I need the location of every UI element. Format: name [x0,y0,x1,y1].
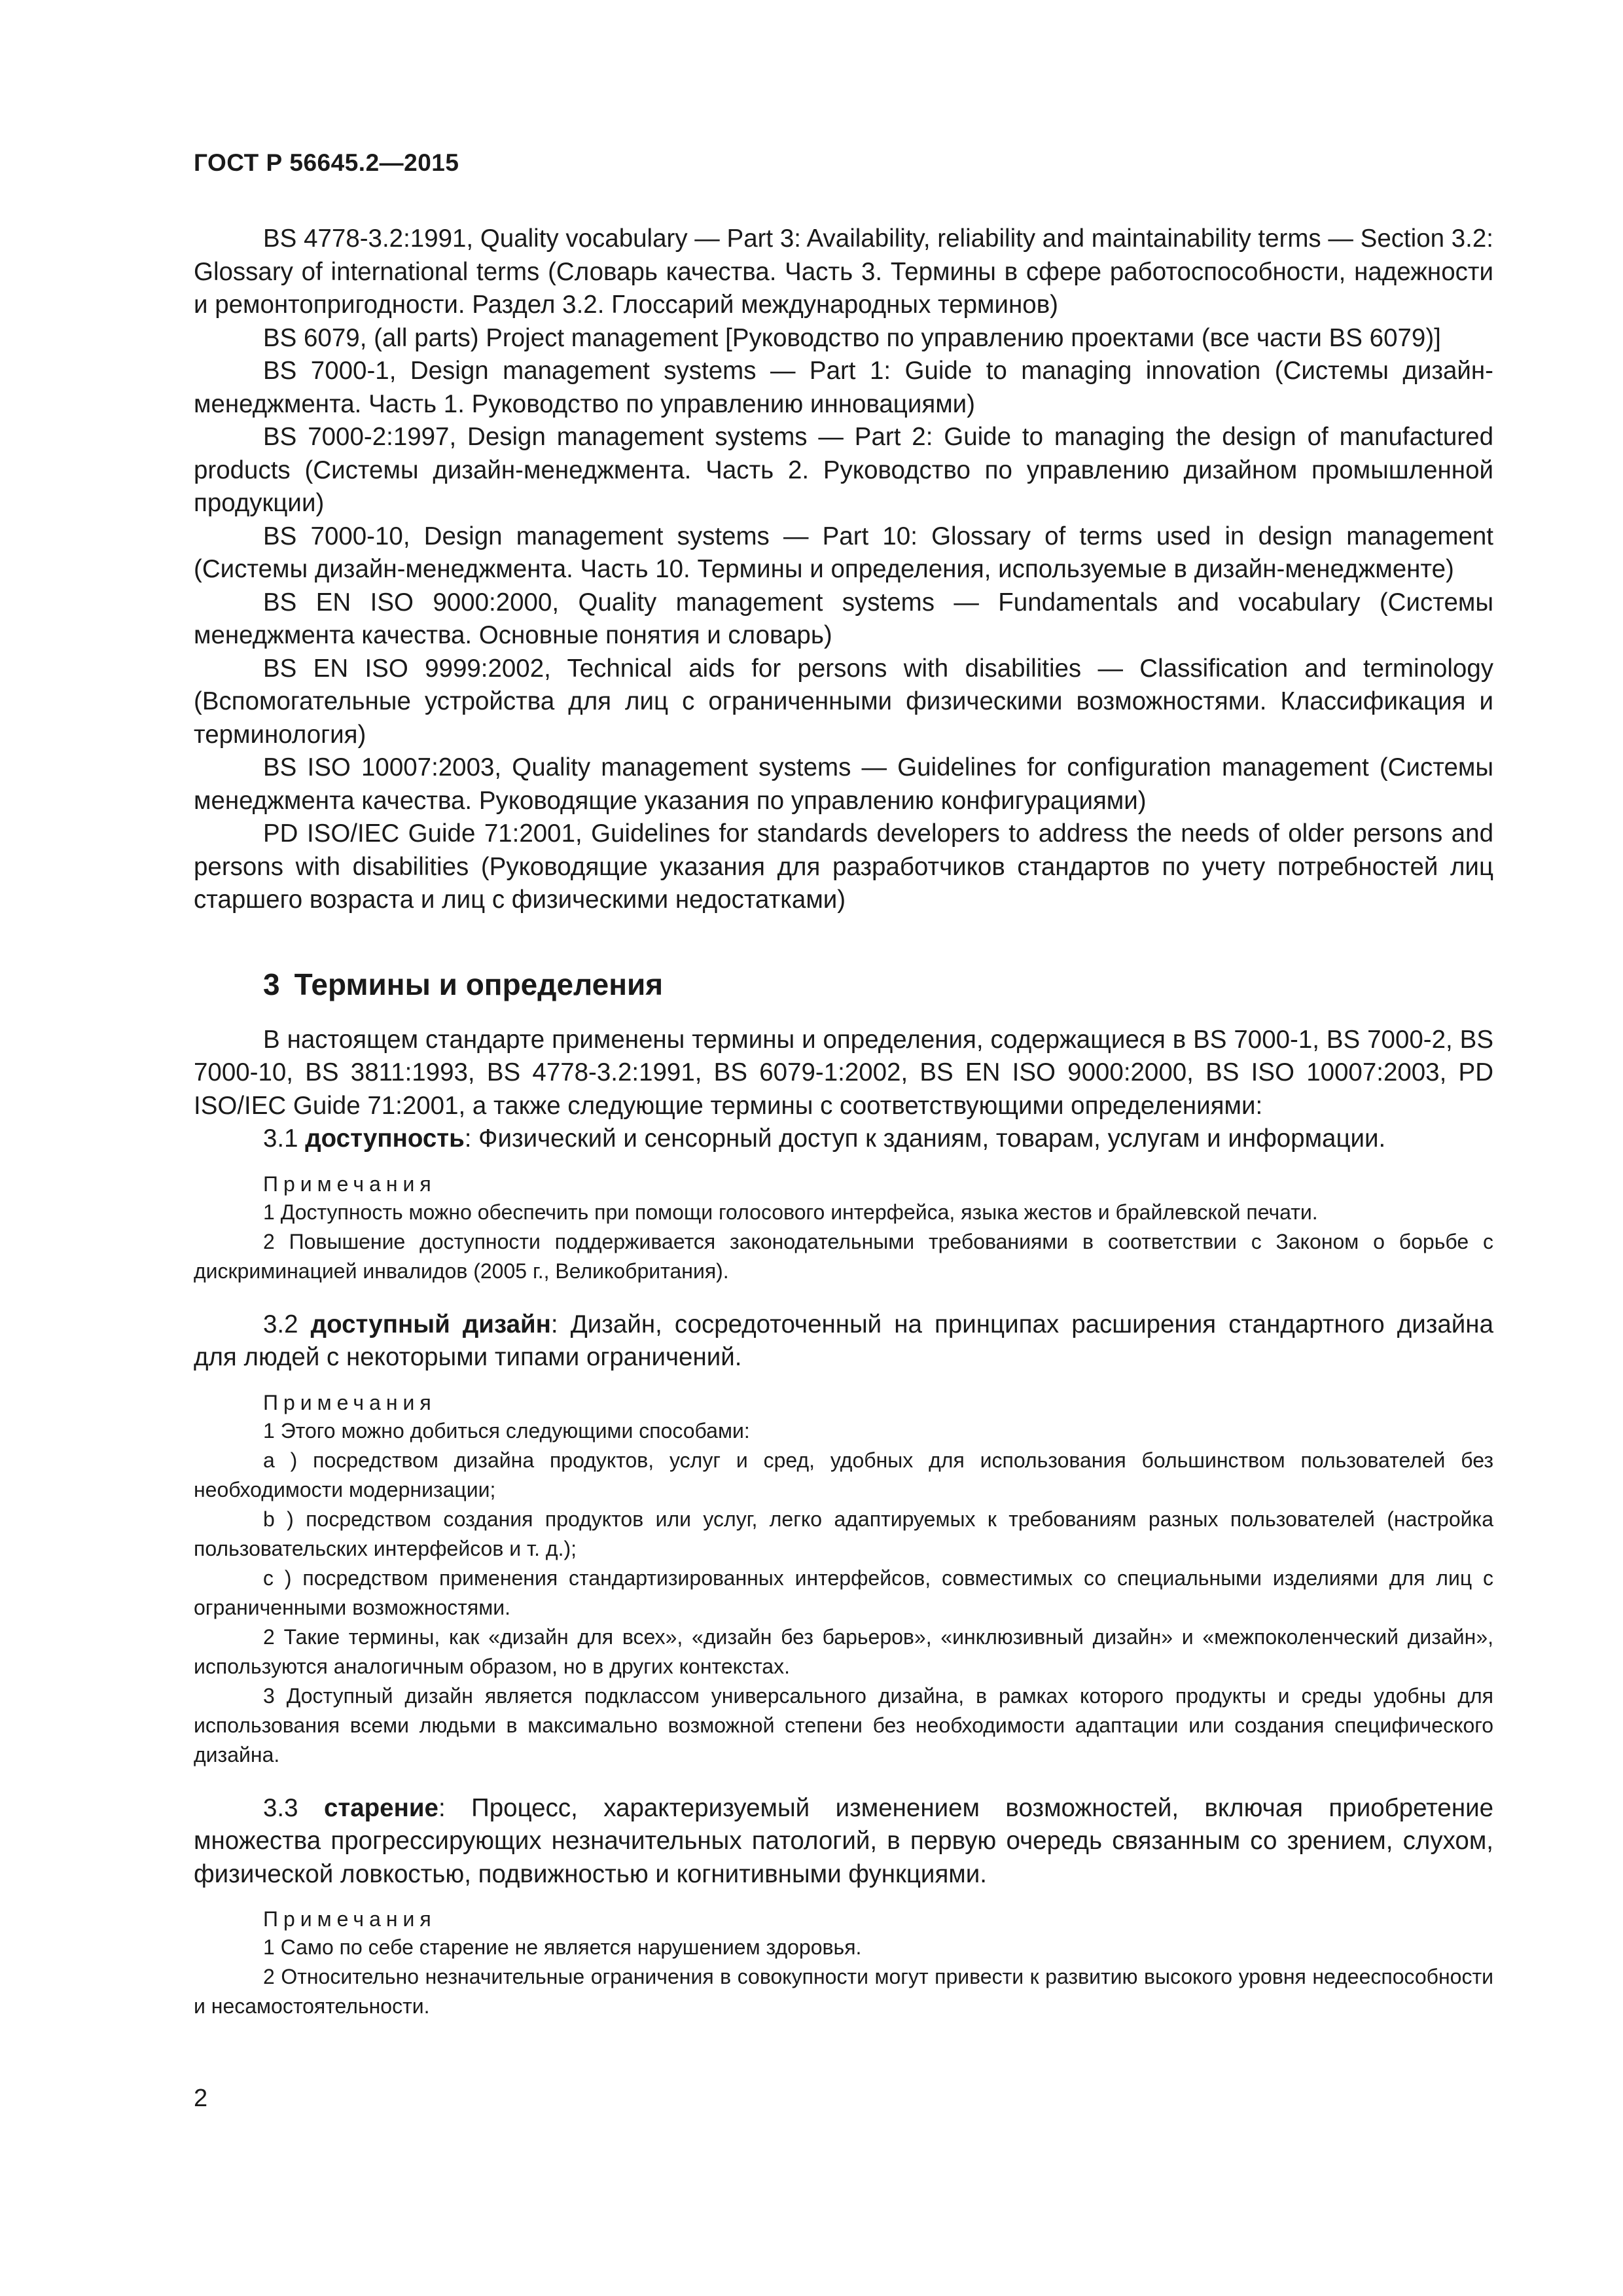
term-entry [194,1122,1493,1286]
notes-title: Примечания [263,1907,437,1931]
term-definition [194,1792,1493,1892]
term-entry [194,1308,1493,1770]
term-number: 3.2 [263,1310,298,1338]
note-item: с ) посредством применения стандартизированных интерфейсов, совместимых со специальными изделиями для лиц с ограниченными возможностями. [194,1566,1493,1619]
document-number-header: ГОСТ Р 56645.2—2015 [194,149,459,176]
term-definition-text: : Дизайн, сосредоточенный на принципах расширения стандартного дизайна для людей с некоторыми типами ограничений. [194,1310,1493,1371]
note-item: 1 Этого можно добиться следующими способами: [263,1418,750,1443]
section-number: 3 [263,967,280,1001]
note-item: 2 Относительно незначительные ограничения в совокупности могут привести к развитию высокого уровня недееспособности и несамостоятельности. [194,1965,1493,2018]
term-definition-text: : Физический и сенсорный доступ к зданиям, товарам, услугам и информации. [464,1124,1386,1153]
reference-item: PD ISO/IEC Guide 71:2001, Guidelines for standards developers to address the needs of older persons and persons with disabilities (Руководящие указания для разработчиков стандартов по учету потребностей лиц старшего возраста и лиц с физическими недостатками) [194,819,1493,914]
reference-item: BS 7000-2:1997, Design management systems — Part 2: Guide to managing the design of manufactured products (Системы дизайн-менеджмента. Часть 2. Руководство по управлению дизайном промышленной продукции) [194,423,1493,517]
term-entry [194,1792,1493,2022]
section-heading [263,966,1493,1003]
reference-item: BS 7000-1, Design management systems — Part 1: Guide to managing innovation (Системы дизайн-менеджмента. Часть 1. Руководство по управлению инновациями) [194,357,1493,418]
note-item: 1 Само по себе старение не является нарушением здоровья. [263,1935,862,1959]
notes-title: Примечания [263,1172,437,1196]
term-name: доступный дизайн [310,1310,551,1338]
page-number: 2 [194,2085,208,2112]
section-title: Термины и определения [294,967,664,1001]
notes-title: Примечания [263,1390,437,1414]
reference-item: BS 6079, (all parts) Project management [Руководство по управлению проектами (все части BS 6079)] [263,323,1441,352]
note-item: 1 Доступность можно обеспечить при помощи голосового интерфейса, языка жестов и брайлевской печати. [263,1200,1318,1224]
note-item: 2 Такие термины, как «дизайн для всех», «дизайн без барьеров», «инклюзивный дизайн» и «межпоколенческий дизайн», используются аналогичным образом, но в других контекстах. [194,1624,1493,1678]
section-intro: В настоящем стандарте применены термины и определения, содержащиеся в BS 7000-1, BS 7000-2, BS 7000-10, BS 3811:1993, BS 4778-3.2:1991, BS 6079-1:2002, BS EN ISO 9000:2000, BS ISO 10007:2003, PD ISO/IEC Guide 71:2001, а также следующие термины с соответствующими определениями: [194,1025,1493,1120]
reference-item: BS EN ISO 9999:2002, Technical aids for persons with disabilities — Classification and terminology (Вспомогательные устройства для лиц с ограниченными физическими возможностями. Классификация и терминология) [194,654,1493,749]
term-definition [194,1308,1493,1374]
note-item: b ) посредством создания продуктов или услуг, легко адаптируемых к требованиям разных пользователей (настройка пользовательских интерфейсов и т. д.); [194,1507,1493,1560]
reference-item: BS EN ISO 9000:2000, Quality management systems — Fundamentals and vocabulary (Системы менеджмента качества. Основные понятия и словарь) [194,588,1493,649]
term-name: доступность [305,1124,465,1153]
note-item: 2 Повышение доступности поддерживается законодательными требованиями в соответствии с Законом о борьбе с дискриминацией инвалидов (2005 г., Великобритания). [194,1229,1493,1283]
term-name: старение [323,1793,438,1822]
note-item: 3 Доступный дизайн является подклассом универсального дизайна, в рамках которого продукты и среды удобны для использования всеми людьми в максимально возможной степени без необходимости адаптации или создания специфического дизайна. [194,1683,1493,1767]
note-item: а ) посредством дизайна продуктов, услуг и сред, удобных для использования большинством пользователей без необходимости модернизации; [194,1448,1493,1501]
term-number: 3.3 [263,1793,298,1822]
reference-item: BS 7000-10, Design management systems — Part 10: Glossary of terms used in design management (Системы дизайн-менеджмента. Часть 10. Термины и определения, используемые в дизайн-менеджменте) [194,522,1493,583]
page-content [194,223,1493,2021]
term-number: 3.1 [263,1124,298,1153]
normative-references-list [194,223,1493,917]
reference-item: BS ISO 10007:2003, Quality management systems — Guidelines for configuration management (Системы менеджмента качества. Руководящие указания по управлению конфигурациями) [194,753,1493,815]
reference-item: BS 4778-3.2:1991, Quality vocabulary — Part 3: Availability, reliability and maintainability terms — Section 3.2: Glossary of international terms (Словарь качества. Часть 3. Термины в сфере работоспособности, надежности и ремонтопригодности. Раздел 3.2. Глоссарий международных терминов) [194,224,1493,319]
term-definition [194,1122,1493,1156]
term-definition-text: : Процесс, характеризуемый изменением возможностей, включая приобретение множества прогрессирующих незначительных патологий, в первую очередь связанным со зрением, слухом, физической ловкостью, подвижностью и когнитивными функциями. [194,1793,1493,1888]
